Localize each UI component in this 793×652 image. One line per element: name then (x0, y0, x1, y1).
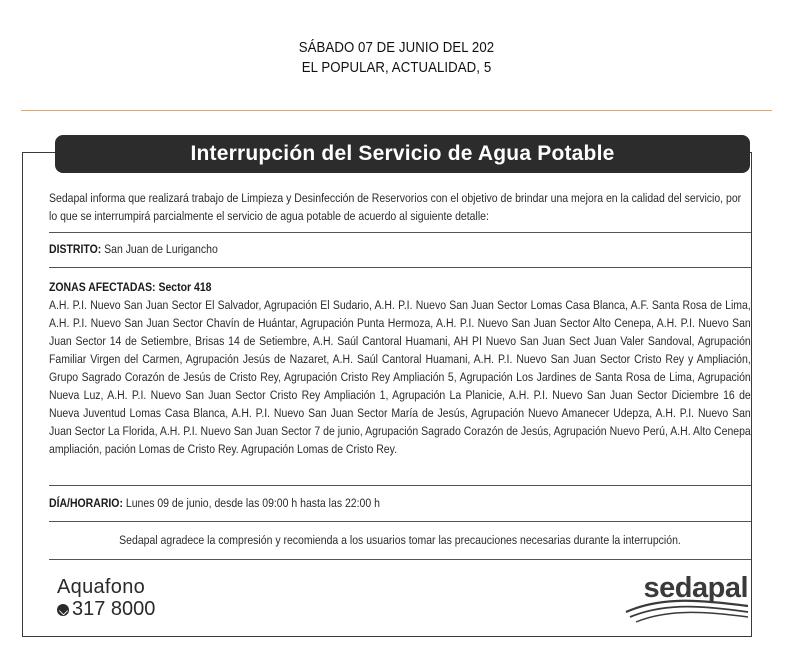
phone-icon (57, 604, 69, 616)
aquafono-block (57, 576, 155, 620)
sedapal-wordmark: sedapal (643, 572, 748, 604)
header-divider (21, 110, 772, 111)
header-date: SÁBADO 07 DE JUNIO DEL 202 (298, 39, 495, 56)
header-source: EL POPULAR, ACTUALIDAD, 5 (301, 59, 492, 76)
divider (49, 521, 751, 522)
distrito-value: San Juan de Lurigancho (104, 242, 218, 256)
horario-row (49, 494, 751, 512)
distrito-row (49, 240, 751, 258)
sedapal-logo (622, 570, 752, 626)
notice-title-bar (55, 135, 750, 173)
divider (49, 559, 751, 560)
zonas-section (49, 278, 751, 458)
horario-label: DÍA/HORARIO: (49, 496, 123, 510)
thanks-text: Sedapal agradece la compresión y recomienda a los usuarios tomar las precauciones necesarias durante la interrupción. (119, 533, 681, 547)
notice-title: Interrupción del Servicio de Agua Potable (190, 142, 615, 165)
notice-intro (49, 189, 751, 225)
aquafono-phone: 317 8000 (72, 598, 156, 620)
aquafono-phone-row (57, 598, 155, 620)
thanks-row (49, 531, 751, 549)
zonas-label: ZONAS AFECTADAS: Sector 418 (49, 280, 212, 294)
intro-text: Sedapal informa que realizará trabajo de Limpieza y Desinfección de Reservorios con el objetivo de brindar una mejora en la calidad del servicio, por lo que se interrumpirá parcialmente el servicio de agua potable de acuerdo al siguiente detalle: (49, 191, 742, 223)
wave-icon (622, 570, 752, 626)
zonas-text: A.H. P.I. Nuevo San Juan Sector El Salvador, Agrupación El Sudario, A.H. P.I. Nuevo San Juan Sector Lomas Casa Blanca, A.F. Santa Rosa de Lima, A.H. P.I. Nuevo San Juan Sector Chavín de Huántar, Agrupación Punta Hermoza, A.H. P.I. Nuevo San Juan Sector Alto Cenepa, A.H. P.I. Nuevo San Juan Sector 14 de Setiembre, Brisas 14 de Setiembre, A.H. Saúl Cantoral Huamani, AH PI Nuevo San Juan Sect Juan Valer Sandoval, Agrupación Familiar Virgen del Carmen, Agrupación Jesús de Nazaret, A.H. Saúl Cantoral Huamani, A.H. P.I. Nuevo San Juan Sector Cristo Rey y Ampliación, Grupo Sagrado Corazón de Jesús de Cristo Rey, Agrupación Cristo Rey Ampliación 5, Agrupación Los Jardines de Santa Rosa de Lima, Agrupación Nueva Luz, A.H. P.I. Nuevo San Juan Sector Cristo Rey Ampliación 1, Agrupación La Planicie, A.H. P.I. Nuevo San Juan Sector Diciembre 16 de Nueva Juventud Lomas Casa Blanca, A.H. P.I. Nuevo San Juan Sector María de Jesús, Agrupación Nuevo Amanecer Udepza, A.H. P.I. Nuevo San Juan Sector La Florida, A.H. P.I. Nuevo San Juan Sector 7 de junio, Agrupación Sagrado Corazón de Jesús, Agrupación Nuevo Perú, A.H. Alto Cenepa ampliación, pación Lomas de Cristo Rey. Agrupación Lomas de Cristo Rey. (49, 298, 751, 456)
newspaper-header (0, 38, 793, 78)
distrito-label: DISTRITO: (49, 242, 102, 256)
aquafono-name: Aquafono (57, 576, 146, 598)
divider (49, 232, 751, 233)
divider (49, 267, 751, 268)
horario-value: Lunes 09 de junio, desde las 09:00 h hasta las 22:00 h (125, 496, 380, 510)
divider (49, 485, 751, 486)
